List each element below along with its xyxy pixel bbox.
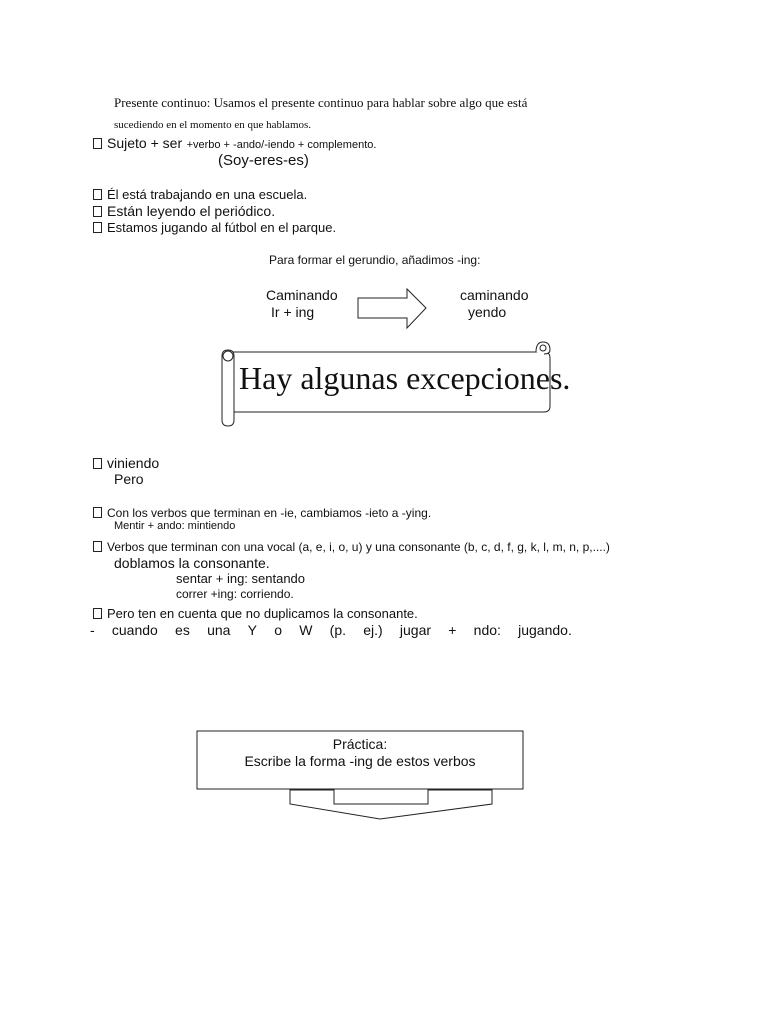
missing-glyph-icon bbox=[93, 541, 102, 552]
missing-glyph-icon bbox=[93, 138, 102, 149]
vowel-example-1: sentar + ing: sentando bbox=[176, 571, 306, 586]
banner-text: Hay algunas excepciones. bbox=[239, 360, 571, 396]
gerund-right-2: yendo bbox=[468, 304, 507, 320]
yw-word: ej.) bbox=[363, 622, 383, 638]
gerund-left-2: Ir + ing bbox=[271, 304, 315, 320]
yw-word: - bbox=[90, 622, 95, 638]
example-1: Él está trabajando en una escuela. bbox=[93, 188, 307, 201]
yw-word: jugar bbox=[399, 622, 432, 638]
yw-word: Y bbox=[247, 622, 257, 638]
missing-glyph-icon bbox=[93, 222, 102, 233]
missing-glyph-icon bbox=[93, 189, 102, 200]
yw-word: ndo: bbox=[473, 622, 501, 638]
vowel-rule-2: doblamos la consonante. bbox=[114, 555, 270, 571]
formula-conjugation: (Soy-eres-es) bbox=[218, 152, 309, 169]
exception-pero: Pero bbox=[114, 471, 144, 487]
formula-main: Sujeto + ser bbox=[107, 135, 183, 151]
yw-word: una bbox=[207, 622, 231, 638]
yw-rule-line bbox=[90, 623, 572, 637]
yw-word: cuando bbox=[111, 622, 158, 638]
missing-glyph-icon bbox=[93, 507, 102, 518]
right-arrow-icon bbox=[357, 288, 427, 330]
yw-word: es bbox=[175, 622, 190, 638]
example-3: Estamos jugando al fútbol en el parque. bbox=[93, 221, 336, 234]
practice-title: Práctica: bbox=[332, 736, 388, 752]
intro-line-2: sucediendo en el momento en que hablamos. bbox=[114, 119, 312, 131]
missing-glyph-icon bbox=[93, 458, 102, 469]
yw-word: W bbox=[299, 622, 313, 638]
gerund-right-1: caminando bbox=[460, 287, 529, 303]
yw-word: jugando. bbox=[518, 622, 572, 638]
yw-word: + bbox=[448, 622, 457, 638]
yw-word: (p. bbox=[329, 622, 346, 638]
example-2: Están leyendo el periódico. bbox=[93, 204, 275, 218]
exception-viniendo: viniendo bbox=[93, 456, 159, 470]
missing-glyph-icon bbox=[93, 608, 102, 619]
formula-line bbox=[93, 136, 376, 152]
ie-rule: Con los verbos que terminan en -ie, cambiamos -ieto a -ying. bbox=[93, 507, 431, 519]
gerund-intro: Para formar el gerundio, añadimos -ing: bbox=[269, 253, 481, 267]
missing-glyph-icon bbox=[93, 206, 102, 217]
yw-word: o bbox=[274, 622, 282, 638]
vowel-example-2: correr +ing: corriendo. bbox=[176, 587, 294, 601]
intro-line-1: Presente continuo: Usamos el presente continuo para hablar sobre algo que está bbox=[114, 95, 528, 110]
ie-example: Mentir + ando: mintiendo bbox=[114, 520, 236, 532]
gerund-left-1: Caminando bbox=[266, 287, 338, 303]
formula-rest: +verbo + -ando/-iendo + complemento. bbox=[186, 139, 377, 151]
practice-subtitle: Escribe la forma -ing de estos verbos bbox=[244, 753, 476, 769]
vowel-rule: Verbos que terminan con una vocal (a, e, i, o, u) y una consonante (b, c, d, f, g, k, l, m, n, p,....) bbox=[93, 541, 610, 553]
no-duplicate-note: Pero ten en cuenta que no duplicamos la consonante. bbox=[93, 607, 418, 620]
